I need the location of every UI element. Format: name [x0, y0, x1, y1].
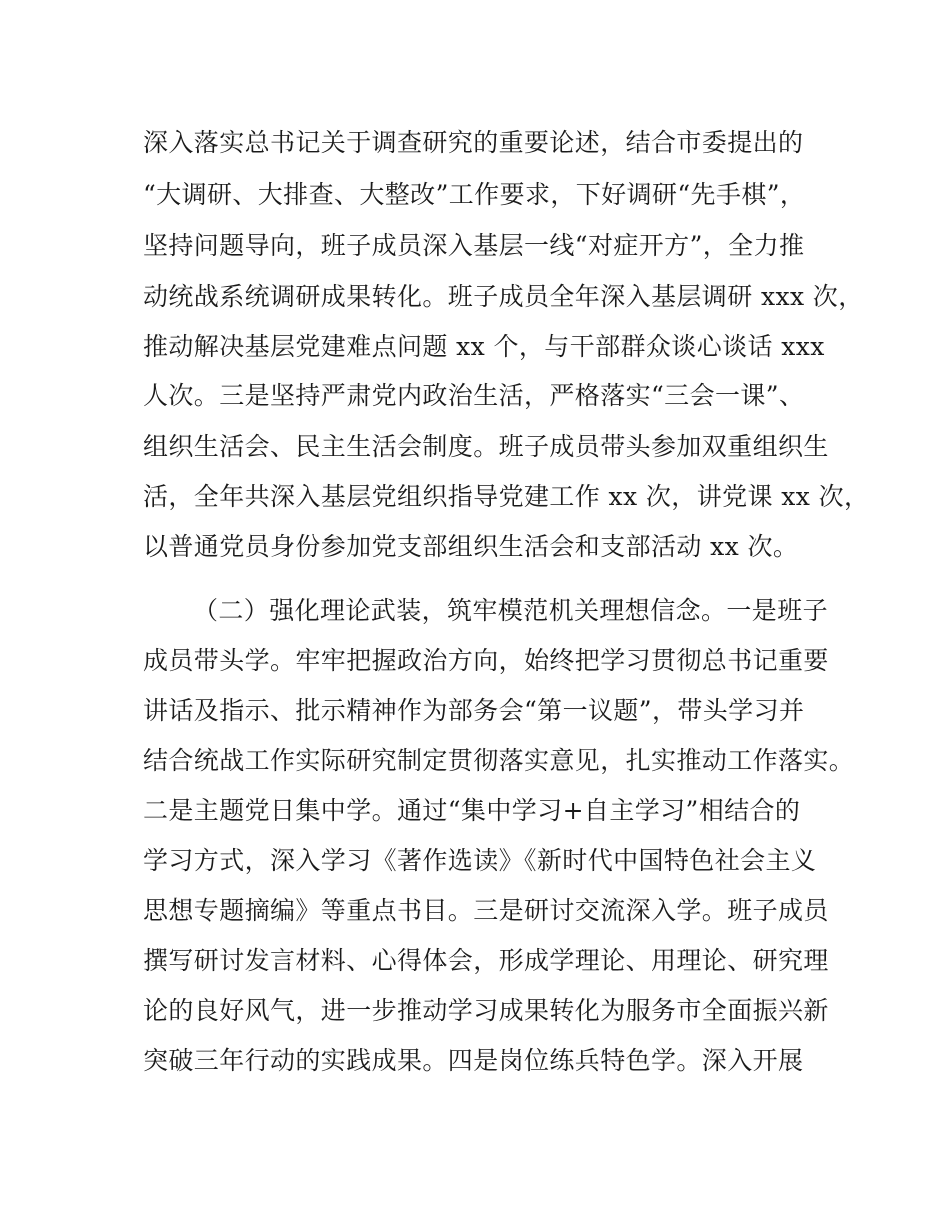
paragraph-1-line-3: 坚持问题导向，班子成员深入基层一线“对症开方”，全力推: [143, 231, 805, 260]
paragraph-2-line-8: 撰写研讨发言材料、心得体会，形成学理论、用理论、研究理: [143, 946, 829, 975]
paragraph-1-line-8: 活，全年共深入基层党组织指导党建工作 xx 次，讲党课 xx 次，: [143, 482, 870, 511]
paragraph-2-line-10: 突破三年行动的实践成果。四是岗位练兵特色学。深入开展: [143, 1046, 804, 1075]
paragraph-2-line-9: 论的良好风气，进一步推动学习成果转化为服务市全面振兴新: [143, 996, 829, 1025]
paragraph-1-line-9: 以普通党员身份参加党支部组织生活会和支部活动 xx 次。: [143, 532, 799, 561]
paragraph-1-line-1: 深入落实总书记关于调查研究的重要论述，结合市委提出的: [143, 128, 804, 157]
paragraph-2-line-3: 讲话及指示、批示精神作为部务会“第一议题”，带头学习并: [143, 696, 805, 725]
paragraph-1-line-5: 推动解决基层党建难点问题 xx 个，与干部群众谈心谈话 xxx: [143, 332, 825, 361]
paragraph-2-line-5: 二是主题党日集中学。通过“集中学习+自主学习”相结合的: [143, 796, 801, 825]
paragraph-2-line-1: （二）强化理论武装，筑牢模范机关理想信念。一是班子: [193, 596, 829, 625]
paragraph-1-line-7: 组织生活会、民主生活会制度。班子成员带头参加双重组织生: [143, 432, 829, 461]
paragraph-1-line-4: 动统战系统调研成果转化。班子成员全年深入基层调研 xxx 次，: [143, 282, 864, 311]
paragraph-2-line-7: 思想专题摘编》等重点书目。三是研讨交流深入学。班子成员: [143, 896, 829, 925]
paragraph-2-line-2: 成员带头学。牢牢把握政治方向，始终把学习贯彻总书记重要: [143, 646, 829, 675]
paragraph-1-line-6: 人次。三是坚持严肃党内政治生活，严格落实“三会一课”、: [143, 381, 805, 410]
paragraph-1-line-2: “大调研、大排查、大整改”工作要求，下好调研“先手棋”，: [143, 180, 806, 209]
paragraph-2-line-6: 学习方式，深入学习《著作选读》《新时代中国特色社会主义: [143, 846, 817, 875]
paragraph-2-line-4: 结合统战工作实际研究制定贯彻落实意见，扎实推动工作落实。: [143, 746, 855, 775]
